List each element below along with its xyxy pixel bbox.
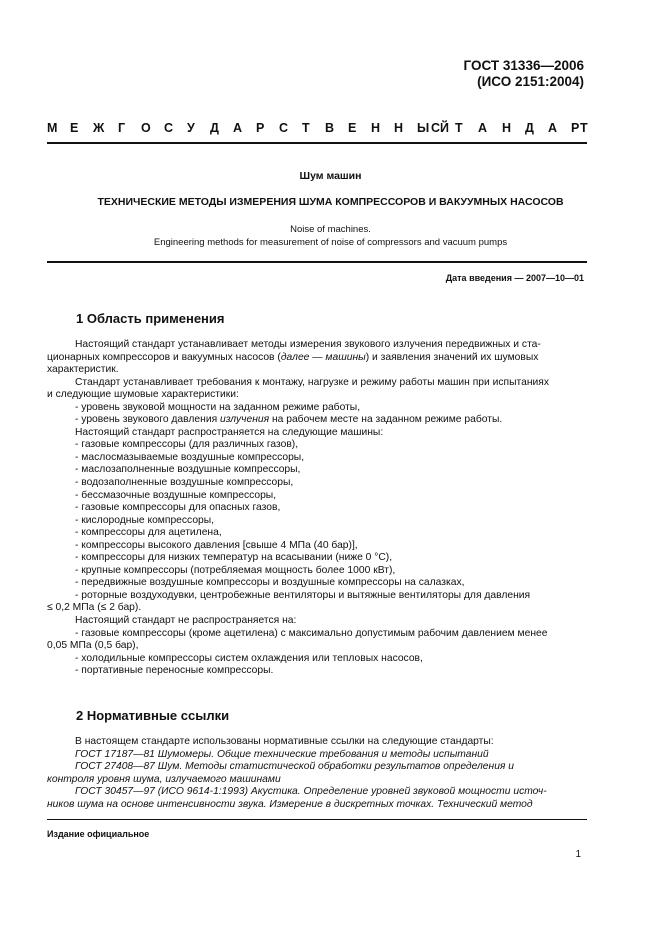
- list-item: - портативные переносные компрессоры.: [75, 665, 274, 677]
- reference-item: ГОСТ 30457—97 (ИСО 9614-1:1993) Акустика. Определение уровней звуковой мощности источ-: [75, 786, 547, 798]
- section-1-body: [47, 339, 584, 678]
- section-1-heading: 1 Область применения: [76, 311, 225, 326]
- banner-letter: Е: [348, 121, 357, 135]
- text-run: ционарных компрессоров и вакуумных насосов (: [47, 351, 281, 363]
- title-rule: [47, 261, 587, 263]
- list-item: - роторные воздуходувки, центробежные вентиляторы и вытяжные вентиляторы для давления: [75, 589, 531, 601]
- title-short: Шум машин: [299, 170, 362, 182]
- text-run: на рабочем месте на заданном режиме работы.: [269, 414, 503, 426]
- reference-item-continuation: ников шума на основе интенсивности звука. Измерение в дискретных точках. Технический метод: [47, 798, 533, 810]
- banner-letter: Н: [502, 121, 512, 135]
- introduction-date: Дата введения — 2007—10—01: [445, 273, 584, 283]
- list-item: - газовые компрессоры для опасных газов,: [75, 502, 281, 514]
- paragraph-line: Настоящий стандарт не распространяется на:: [75, 615, 297, 627]
- reference-item: ГОСТ 27408—87 Шум. Методы статистической обработки результатов определения и: [75, 761, 515, 773]
- banner-letter: У: [187, 121, 195, 135]
- list-item: - холодильные компрессоры систем охлаждения или тепловых насосов,: [75, 652, 423, 664]
- italic-term: далее — машины: [280, 351, 366, 363]
- banner-letter: Т: [302, 121, 310, 135]
- banner-letter: М: [47, 121, 58, 135]
- banner-letter: Р: [571, 121, 580, 135]
- list-item: - передвижные воздушные компрессоры и воздушные компрессоры на салазках,: [75, 577, 465, 589]
- list-item: - водозаполненные воздушные компрессоры,: [75, 477, 294, 489]
- section-2-heading: 2 Нормативные ссылки: [76, 708, 230, 723]
- list-item: - маслосмазываемые воздушные компрессоры,: [75, 451, 305, 463]
- paragraph-line: Настоящий стандарт распространяется на следующие машины:: [75, 426, 384, 438]
- reference-item-continuation: контроля уровня шума, излучаемого машинами: [47, 773, 281, 785]
- paragraph-line: В настоящем стандарте использованы нормативные ссылки на следующие стандарты:: [75, 736, 494, 747]
- paragraph-line: [47, 352, 584, 365]
- banner-letter: Т: [580, 121, 588, 135]
- list-item: - уровень звуковой мощности на заданном режиме работы,: [75, 401, 361, 413]
- banner-letter: Ы: [417, 121, 430, 135]
- banner-letter: Й: [440, 121, 449, 135]
- title-english: [40, 223, 621, 249]
- banner-letter: Н: [394, 121, 404, 135]
- banner-letter: Р: [256, 121, 265, 135]
- title-english-line: Noise of machines.: [290, 224, 371, 235]
- banner-letter: А: [478, 121, 488, 135]
- reference-item: ГОСТ 17187—81 Шумомеры. Общие технические требования и методы испытаний: [75, 748, 489, 760]
- list-item: - крупные компрессоры (потребляемая мощность более 1000 кВт),: [75, 564, 396, 576]
- title-main: ТЕХНИЧЕСКИЕ МЕТОДЫ ИЗМЕРЕНИЯ ШУМА КОМПРЕССОРОВ И ВАКУУМНЫХ НАСОСОВ: [97, 196, 564, 208]
- paragraph-line: Стандарт устанавливает требования к монтажу, нагрузке и режиму работы машин при испытаниях: [75, 376, 550, 388]
- banner-letter: Г: [118, 121, 126, 135]
- paragraph-line: характеристик.: [47, 364, 119, 376]
- standard-number: ГОСТ 31336—2006: [463, 58, 584, 73]
- banner-letter: Т: [455, 121, 463, 135]
- paragraph-line: и следующие шумовые характеристики:: [47, 389, 239, 401]
- banner-letter: А: [233, 121, 243, 135]
- banner-letter: Н: [371, 121, 381, 135]
- list-item: - бессмазочные воздушные компрессоры,: [75, 489, 277, 501]
- list-item: - компрессоры высокого давления [свыше 4 МПа (40 бар)],: [75, 539, 358, 551]
- banner-rule: [47, 142, 587, 144]
- banner-letter: О: [141, 121, 151, 135]
- banner-letter: Ж: [93, 121, 105, 135]
- list-item: - кислородные компрессоры,: [75, 514, 215, 526]
- list-item: - компрессоры для низких температур на всасывании (ниже 0 °C),: [75, 552, 393, 564]
- list-item: - маслозаполненные воздушные компрессоры,: [75, 464, 301, 476]
- text-run: - уровень звукового давления: [75, 414, 221, 426]
- banner-letter: В: [325, 121, 335, 135]
- footer-rule: [47, 819, 587, 820]
- text-run: ) и заявления значений их шумовых: [365, 351, 539, 363]
- paragraph-line: Настоящий стандарт устанавливает методы измерения звукового излучения передвижных и ста-: [75, 339, 541, 350]
- page-number: 1: [575, 849, 581, 860]
- list-item-continuation: 0,05 МПа (0,5 бар),: [47, 640, 139, 652]
- list-item: - компрессоры для ацетилена,: [75, 527, 222, 539]
- section-2-body: [47, 736, 584, 811]
- banner-letter: С: [279, 121, 289, 135]
- standard-designation: [464, 58, 584, 90]
- iso-number: (ИСО 2151:2004): [477, 74, 584, 89]
- list-item: - газовые компрессоры (кроме ацетилена) с максимально допустимым рабочим давлением менее: [75, 627, 548, 639]
- banner-letter: А: [548, 121, 558, 135]
- banner-letter: Е: [70, 121, 79, 135]
- list-item: [47, 414, 584, 427]
- title-english-line: Engineering methods for measurement of noise of compressors and vacuum pumps: [153, 237, 508, 248]
- banner-letter: С: [164, 121, 174, 135]
- list-item: - газовые компрессоры (для различных газов),: [75, 439, 299, 451]
- banner-letter: С: [431, 121, 441, 135]
- banner-letter: Д: [525, 121, 534, 135]
- banner-letter: Д: [210, 121, 219, 135]
- italic-term: излучения: [220, 414, 270, 426]
- list-item-continuation: ≤ 0,2 МПа (≤ 2 бар).: [47, 602, 142, 614]
- edition-note: Издание официальное: [47, 829, 150, 839]
